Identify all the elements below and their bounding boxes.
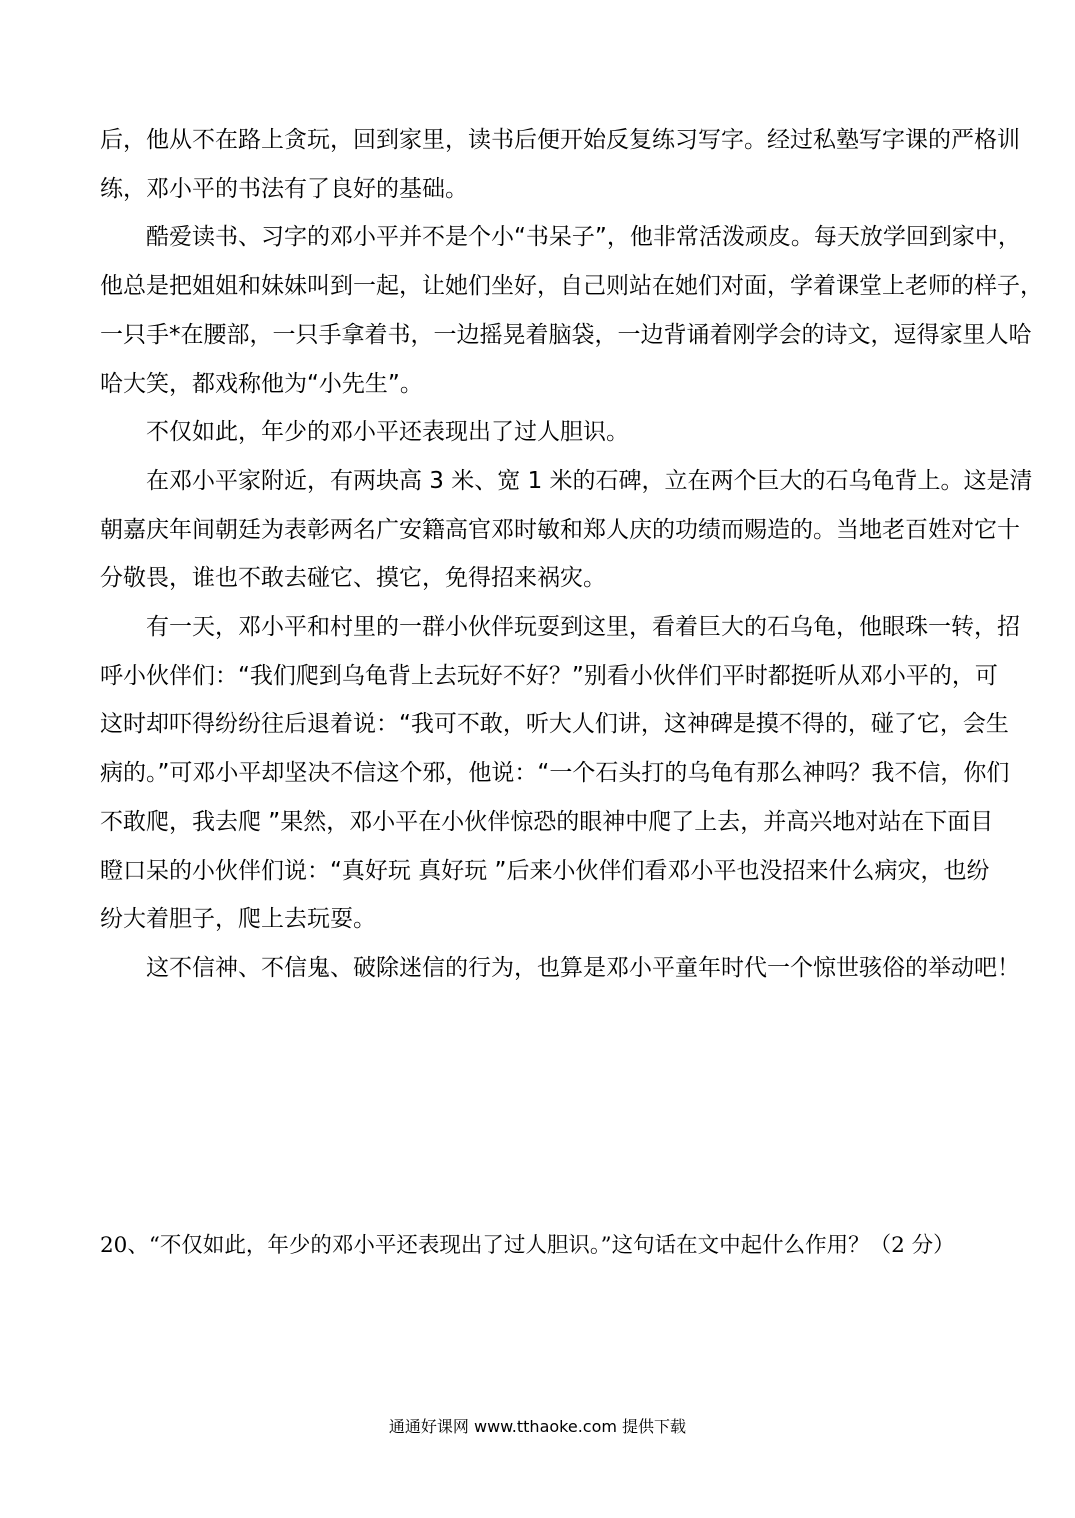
text-line: 后，他从不在路上贪玩，回到家里，读书后便开始反复练习写字。经过私塾写字课的严格训 xyxy=(100,127,1020,153)
text-line: 这不信神、不信鬼、破除迷信的行为，也算是邓小平童年时代一个惊世骇俗的举动吧！ xyxy=(146,954,1020,981)
text-line: 呼小伙伴们：“我们爬到乌龟背上去玩好不好？”别看小伙伴们平时都挺听从邓小平的，可 xyxy=(100,662,998,689)
text-line: 这时却吓得纷纷往后退着说：“我可不敢，听大人们讲，这神碑是摸不得的，碰了它，会生 xyxy=(100,711,1009,738)
text-line: 不仅如此，年少的邓小平还表现出了过人胆识。 xyxy=(146,419,629,446)
text-line: 朝嘉庆年间朝廷为表彰两名广安籍高官邓时敏和郑人庆的功绩而赐造的。当地老百姓对它十 xyxy=(100,516,1020,543)
text-line: 酷爱读书、习字的邓小平并不是个小“书呆子”，他非常活泼顽皮。每天放学回到家中， xyxy=(146,224,1021,251)
text-line: 练，邓小平的书法有了良好的基础。 xyxy=(100,175,468,202)
question-20: 20、“不仅如此，年少的邓小平还表现出了过人胆识。”这句话在文中起什么作用？（2 分） xyxy=(100,1233,955,1258)
text-line: 瞪口呆的小伙伴们说：“真好玩 真好玩 ”后来小伙伴们看邓小平也没招来什么病灾，也纷 xyxy=(100,857,990,884)
text-line: 分敬畏，谁也不敢去碰它、摸它，免得招来祸灾。 xyxy=(100,565,606,592)
text-line: 他总是把姐姐和妹妹叫到一起，让她们坐好，自己则站在她们对面，学着课堂上老师的样子， xyxy=(100,273,1043,300)
text-line: 病的。”可邓小平却坚决不信这个邪，他说：“一个石头打的乌龟有那么神吗？我不信，你们 xyxy=(100,760,1010,787)
text-line: 哈大笑，都戏称他为“小先生”。 xyxy=(100,370,423,397)
text-line: 不敢爬，我去爬 ”果然，邓小平在小伙伴惊恐的眼神中爬了上去，并高兴地对站在下面目 xyxy=(100,808,994,835)
text-line: 一只手*在腰部，一只手拿着书，一边摇晃着脑袋，一边背诵着刚学会的诗文，逗得家里人哈 xyxy=(100,321,1032,348)
text-line: 在邓小平家附近，有两块高 3 米、宽 1 米的石碑，立在两个巨大的石乌龟背上。这是清 xyxy=(146,467,1033,494)
text-line: 有一天，邓小平和村里的一群小伙伴玩耍到这里，看着巨大的石乌龟，他眼珠一转，招 xyxy=(146,614,1020,640)
page-footer: 通通好课网 www.tthaoke.com 提供下载 xyxy=(388,1417,687,1436)
text-line: 纷大着胆子，爬上去玩耍。 xyxy=(100,906,376,933)
